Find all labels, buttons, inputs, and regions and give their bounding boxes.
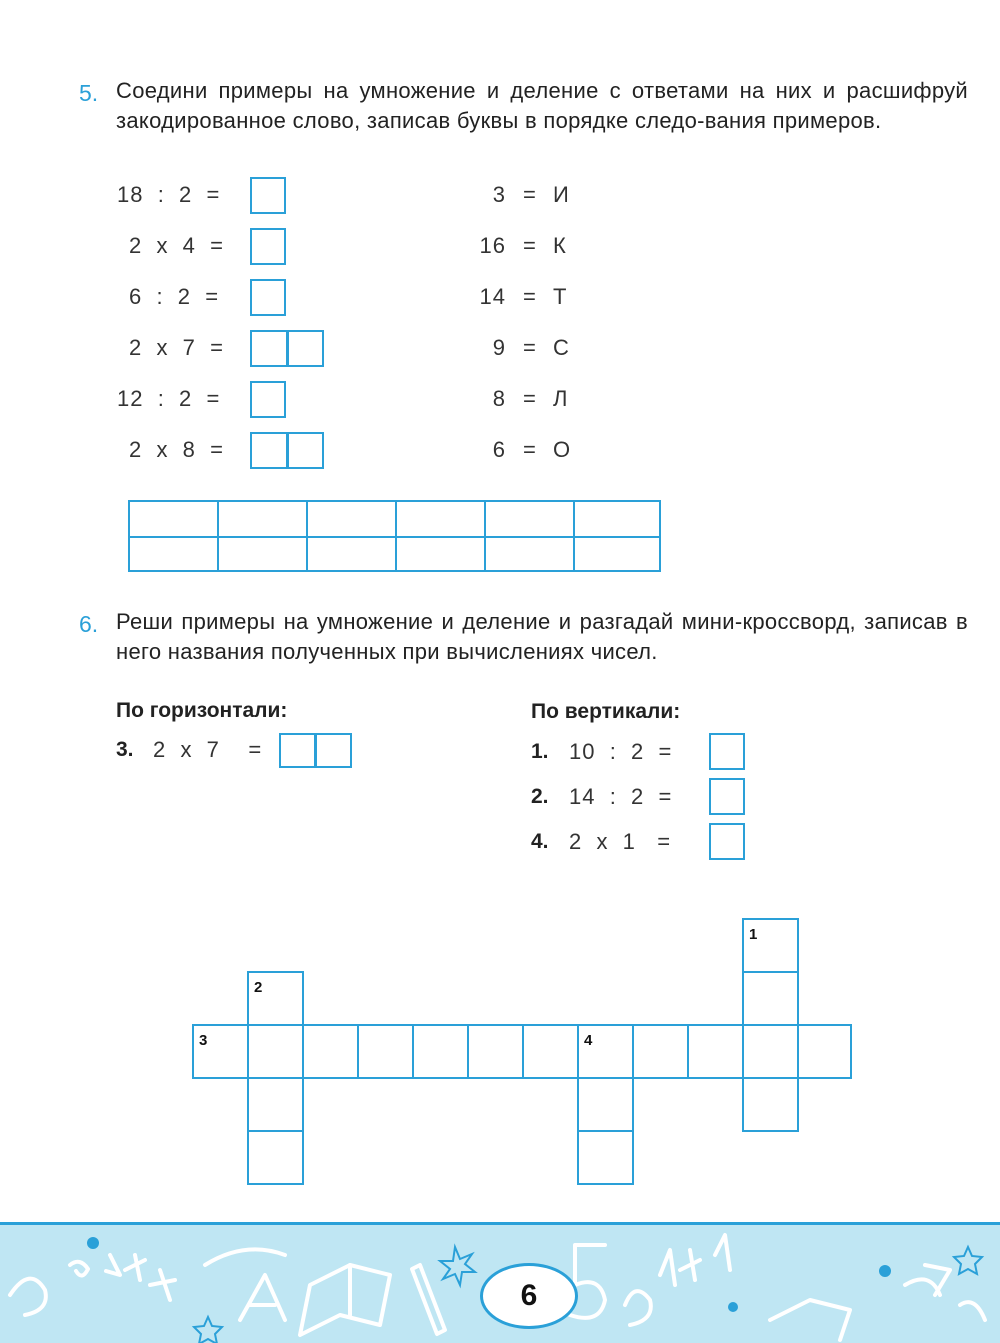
answer-box-1[interactable] <box>250 177 286 214</box>
key-letter-1: И <box>553 182 570 207</box>
crossword-cell[interactable] <box>632 1024 689 1079</box>
page-number: 6 <box>480 1263 578 1329</box>
decode-cell[interactable] <box>395 536 486 572</box>
key-eq-1: = <box>523 182 537 207</box>
key-num-3: 14 <box>479 284 506 309</box>
crossword-cell[interactable] <box>192 1024 249 1079</box>
key-eq-4: = <box>523 335 537 360</box>
decode-cell[interactable] <box>306 500 397 538</box>
crossword-cell[interactable] <box>412 1024 469 1079</box>
crossword-cell[interactable] <box>742 918 799 973</box>
decode-cell[interactable] <box>484 536 575 572</box>
decode-cell[interactable] <box>573 536 661 572</box>
decode-cell[interactable] <box>573 500 661 538</box>
vertical-item-1-number: 1. <box>531 740 549 763</box>
answer-box-5[interactable] <box>250 381 286 418</box>
horizontal-item-number: 3. <box>116 738 134 761</box>
crossword-cell[interactable] <box>467 1024 524 1079</box>
key-letter-2: К <box>553 233 567 258</box>
crossword-cell[interactable] <box>577 1024 634 1079</box>
page-footer <box>0 1222 1000 1343</box>
key-letter-6: О <box>553 437 572 462</box>
key-letter-4: С <box>553 335 570 360</box>
crossword-cell[interactable] <box>302 1024 359 1079</box>
crossword-cell[interactable] <box>357 1024 414 1079</box>
horizontal-answer-box[interactable] <box>279 733 352 768</box>
key-letter-5: Л <box>553 386 569 411</box>
crossword-cell[interactable] <box>687 1024 744 1079</box>
vertical-answer-box-2[interactable] <box>709 778 745 815</box>
key-letter-3: Т <box>553 284 568 309</box>
task6-instructions: Реши примеры на умножение и деление и разгадай мини-кроссворд, записав в него названия полученных при вычислениях чисел. <box>116 609 968 664</box>
task5-instructions: Соедини примеры на умножение и деление с ответами на них и расшифруй закодированное слово, записав буквы в порядке следо-вания примеров. <box>116 78 968 133</box>
decode-cell[interactable] <box>395 500 486 538</box>
key-num-1: 3 <box>492 182 506 207</box>
task5-example-5: 12 : 2 = <box>117 386 221 411</box>
decode-cell[interactable] <box>217 536 308 572</box>
crossword-cell[interactable] <box>247 1130 304 1185</box>
crossword-cell[interactable] <box>247 1077 304 1132</box>
key-eq-2: = <box>523 233 537 258</box>
answer-box-4[interactable] <box>250 330 324 367</box>
vertical-item-4-expr: 2 х 1 = <box>569 829 672 854</box>
key-num-5: 8 <box>492 386 506 411</box>
answer-box-6[interactable] <box>250 432 324 469</box>
crossword-cell[interactable] <box>577 1130 634 1185</box>
answer-box-2[interactable] <box>250 228 286 265</box>
horizontal-heading: По горизонтали: <box>116 699 288 722</box>
key-num-2: 16 <box>479 233 506 258</box>
vertical-item-2-number: 2. <box>531 785 549 808</box>
crossword-cell[interactable] <box>742 971 799 1026</box>
task5-number: 5. <box>79 80 99 106</box>
vertical-heading: По вертикали: <box>531 700 681 723</box>
crossword-label-2: 2 <box>254 979 263 996</box>
crossword-cell[interactable] <box>247 1024 304 1079</box>
key-eq-3: = <box>523 284 537 309</box>
key-eq-6: = <box>523 437 537 462</box>
key-num-4: 9 <box>492 335 506 360</box>
vertical-item-2-expr: 14 : 2 = <box>569 784 673 809</box>
crossword-label-1: 1 <box>749 926 758 943</box>
task5-example-4: 2 х 7 = <box>129 335 224 360</box>
decode-cell[interactable] <box>128 500 219 538</box>
answer-box-3[interactable] <box>250 279 286 316</box>
decode-cell[interactable] <box>128 536 219 572</box>
crossword-cell[interactable] <box>577 1077 634 1132</box>
task6-number: 6. <box>79 611 99 637</box>
decode-cell[interactable] <box>217 500 308 538</box>
crossword-label-4: 4 <box>584 1032 593 1049</box>
task5-example-2: 2 х 4 = <box>129 233 224 258</box>
vertical-item-1-expr: 10 : 2 = <box>569 739 673 764</box>
decode-cell[interactable] <box>484 500 575 538</box>
vertical-answer-box-1[interactable] <box>709 733 745 770</box>
vertical-item-4-number: 4. <box>531 830 549 853</box>
crossword-cell[interactable] <box>742 1024 799 1079</box>
crossword-cell[interactable] <box>247 971 304 1026</box>
crossword-cell[interactable] <box>797 1024 852 1079</box>
crossword-cell[interactable] <box>522 1024 579 1079</box>
task5-example-1: 18 : 2 = <box>117 182 221 207</box>
key-num-6: 6 <box>492 437 506 462</box>
key-eq-5: = <box>523 386 537 411</box>
crossword-cell[interactable] <box>742 1077 799 1132</box>
horizontal-item-expr: 2 х 7 = <box>153 737 263 762</box>
decode-table <box>128 500 661 572</box>
task5-example-3: 6 : 2 = <box>129 284 220 309</box>
task5-example-6: 2 х 8 = <box>129 437 224 462</box>
vertical-answer-box-4[interactable] <box>709 823 745 860</box>
crossword-label-3: 3 <box>199 1032 208 1049</box>
decode-cell[interactable] <box>306 536 397 572</box>
